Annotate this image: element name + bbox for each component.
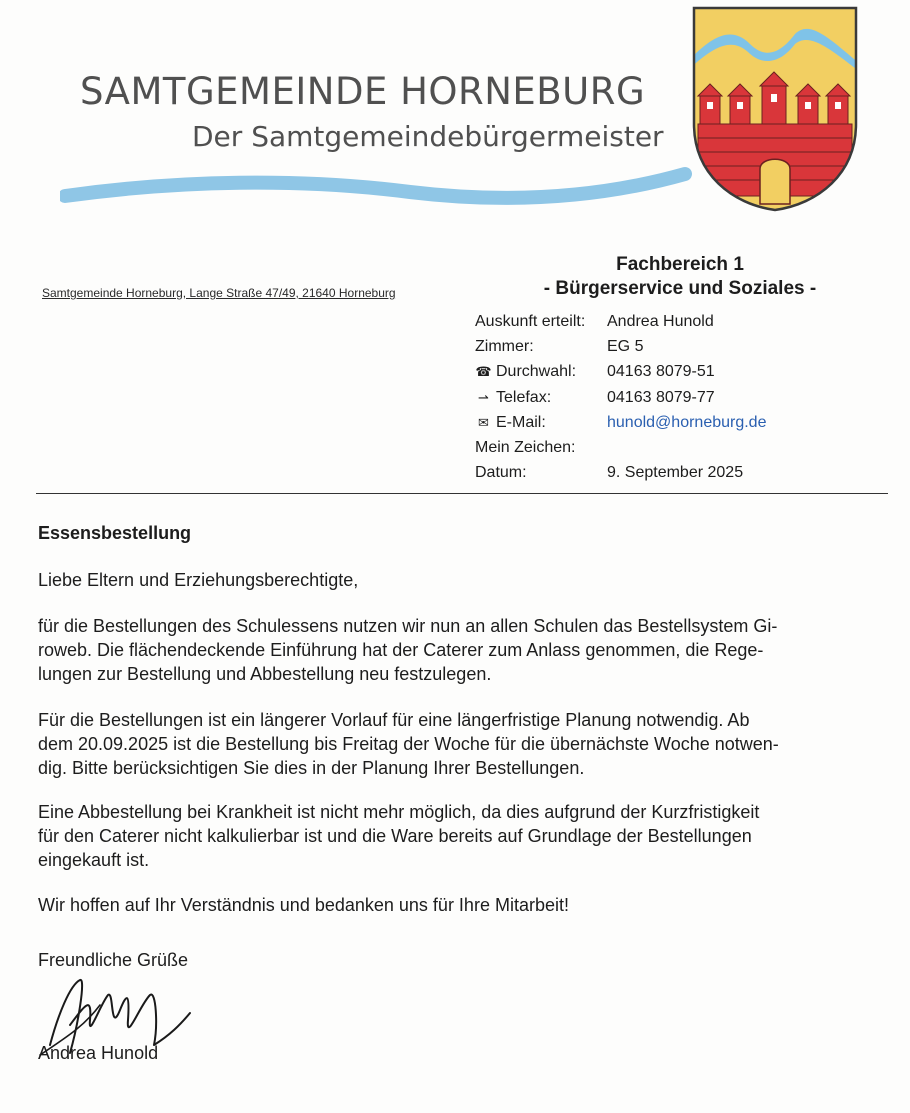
contact-label: Zimmer: [475, 337, 534, 355]
contact-row-contact-person [475, 309, 766, 334]
phone-icon: ☎ [475, 364, 492, 380]
paragraph-line: eingekauft ist. [38, 850, 150, 870]
contact-value: Andrea Hunold [607, 312, 714, 330]
paragraph-line: Für die Bestellungen ist ein längerer Vorlauf für eine längerfristige Planung notwendig. Ab [38, 710, 750, 730]
contact-row-email [475, 410, 766, 435]
header-divider [36, 493, 888, 494]
paragraph-line: für die Bestellungen des Schulessens nutzen wir nun an allen Schulen das Bestellsystem Gi- [38, 616, 778, 636]
letterhead-wave [60, 158, 700, 218]
coat-of-arms-icon [690, 4, 860, 214]
contact-row-room [475, 334, 766, 359]
contact-label: Datum: [475, 464, 527, 482]
contact-value: EG 5 [607, 337, 644, 355]
paragraph-line: lungen zur Bestellung und Abbestellung neu festzulegen. [38, 664, 492, 684]
envelope-icon: ✉ [478, 414, 489, 430]
contact-row-date [475, 461, 766, 486]
department-title: Fachbereich 1 [616, 254, 744, 275]
contact-row-reference [475, 435, 766, 460]
greeting: Freundliche Grüße [38, 950, 189, 970]
contact-label: Durchwahl: [496, 363, 577, 381]
paragraph-3 [38, 800, 876, 872]
contact-row-phone [475, 360, 766, 385]
contact-label: Mein Zeichen: [475, 439, 576, 457]
paragraph-line: roweb. Die flächendeckende Einführung hat der Caterer zum Anlass genommen, die Rege- [38, 640, 764, 660]
email-link[interactable]: hunold@horneburg.de [607, 413, 767, 431]
contact-value: 04163 8079-77 [607, 388, 715, 406]
salutation: Liebe Eltern und Erziehungsberechtigte, [38, 570, 359, 590]
contact-label: Auskunft erteilt: [475, 312, 586, 330]
contact-label: E-Mail: [496, 413, 546, 431]
signer-name: Andrea Hunold [38, 1043, 159, 1063]
contact-value: 04163 8079-51 [607, 363, 715, 381]
organization-name: SAMTGEMEINDE HORNEBURG [80, 70, 646, 113]
fax-icon: ⇀ [478, 389, 489, 405]
contact-row-fax [475, 385, 766, 410]
closing-line: Wir hoffen auf Ihr Verständnis und bedanken uns für Ihre Mitarbeit! [38, 895, 569, 915]
return-address: Samtgemeinde Horneburg, Lange Straße 47/49, 21640 Horneburg [42, 286, 396, 300]
paragraph-line: dig. Bitte berücksichtigen Sie dies in der Planung Ihrer Bestellungen. [38, 758, 585, 778]
contact-label: Telefax: [496, 388, 552, 406]
letter-subject: Essensbestellung [38, 523, 192, 543]
contact-block [475, 309, 766, 486]
paragraph-line: Eine Abbestellung bei Krankheit ist nicht mehr möglich, da dies aufgrund der Kurzfristigkeit [38, 802, 760, 822]
paragraph-1 [38, 614, 876, 686]
contact-value: 9. September 2025 [607, 464, 744, 482]
paragraph-line: dem 20.09.2025 ist die Bestellung bis Freitag der Woche für die übernächste Woche notwen- [38, 734, 779, 754]
department-subtitle: - Bürgerservice und Soziales - [543, 278, 817, 299]
organization-subtitle: Der Samtgemeindebürgermeister [192, 120, 664, 153]
paragraph-line: für den Caterer nicht kalkulierbar ist und die Ware bereits auf Grundlage der Bestellungen [38, 826, 752, 846]
paragraph-2 [38, 708, 876, 780]
